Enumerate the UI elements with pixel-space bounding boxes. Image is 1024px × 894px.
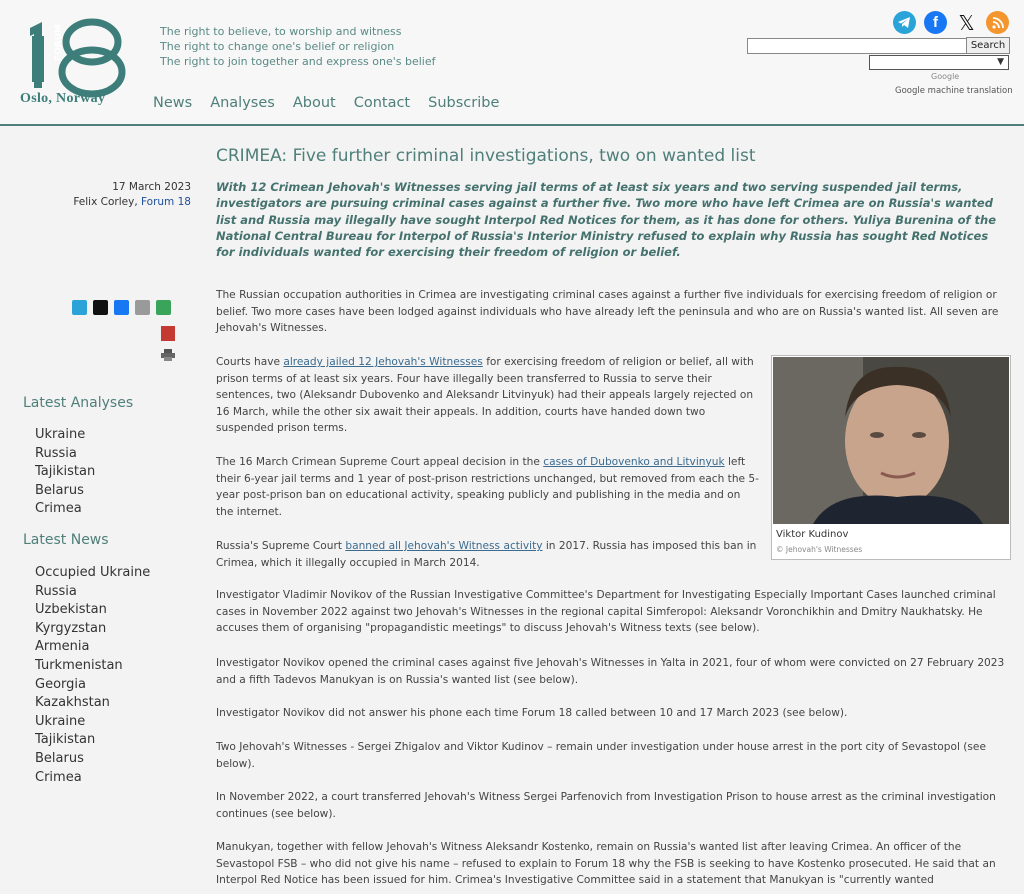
nav-news[interactable]: News xyxy=(153,95,193,111)
sharethis-icon[interactable] xyxy=(156,300,171,315)
article-paragraph xyxy=(216,454,761,520)
social-links xyxy=(893,11,1009,34)
article-paragraph: Investigator Vladimir Novikov of the Russian Investigative Committee's Department for Investigating Especially Important Cases launched criminal cases in November 2022 against two Jehovah's Witnesses in the regional capital Simferopol: Aleksandr Voronchikhin and Dmitry Naukhatsky. He accuses them of organising "propagandistic meetings" to discuss Jehovah's Witness texts (see below). xyxy=(216,589,996,634)
photo-caption: Viktor Kudinov xyxy=(776,529,849,540)
logo-forum-text: FORUM xyxy=(54,24,64,61)
news-item[interactable]: Kyrgyzstan xyxy=(35,620,107,636)
main-nav xyxy=(153,95,517,111)
facebook-icon[interactable]: f xyxy=(924,11,947,34)
article-paragraph: Investigator Novikov opened the criminal cases against five Jehovah's Witnesses in Yalta in 2021, four of whom were convicted on 27 February 2023 and a fifth Tadevos Manukyan is on Russia's wanted list (see below). xyxy=(216,657,1005,686)
article-date: 17 March 2023 xyxy=(112,181,191,193)
analyses-item[interactable]: Tajikistan xyxy=(35,464,96,480)
paragraph-text: in 2017. Russia has imposed this ban in Crimea, which it illegally occupied in March 2014. xyxy=(216,540,757,569)
news-item[interactable]: Kazakhstan xyxy=(35,695,110,711)
article-author xyxy=(73,195,191,210)
slogan-1: The right to believe, to worship and witness xyxy=(160,25,402,38)
latest-news-heading: Latest News xyxy=(23,532,109,548)
news-item[interactable]: Armenia xyxy=(35,639,90,655)
news-item[interactable]: Turkmenistan xyxy=(35,657,123,673)
news-item[interactable]: Crimea xyxy=(35,769,82,785)
jailed-link[interactable]: already jailed 12 Jehovah's Witnesses xyxy=(283,356,483,368)
analyses-item[interactable]: Belarus xyxy=(35,482,84,498)
nav-analyses[interactable]: Analyses xyxy=(210,95,275,111)
article-paragraph: Manukyan, together with fellow Jehovah's Witness Aleksandr Kostenko, remain on Russia's wanted list after leaving Crimea. An officer of the Sevastopol FSB – who did not give his name – refused to explain to Forum 18 why the FSB is seeking to have Kostenko prosecuted. He said that an Interpol Red Notice has been issued for him. Crimea's Investigative Committee said in a statement that Manukyan is "currently wanted xyxy=(216,841,996,886)
x-icon[interactable]: 𝕏 xyxy=(958,10,975,35)
analyses-item[interactable]: Russia xyxy=(35,445,77,461)
photo-figure xyxy=(771,355,1011,560)
logo-city: Oslo, Norway xyxy=(20,91,106,106)
search-button[interactable]: Search xyxy=(966,37,1010,54)
article-paragraph: In November 2022, a court transferred Jehovah's Witness Sergei Parfenovich from Investigation Prison to house arrest as the criminal investigation continues (see below). xyxy=(216,791,996,820)
paragraph-text: for exercising freedom of religion or belief, all with prison terms of at least six years. Four have illegally been transferred to Russia to serve their sentences, two (Aleksandr Dubovenko and Aleksandr Litvinyuk) had their appeals largely rejected on 16 March, while the other six await their appeals. In addition, courts have handed down two suspended prison terms. xyxy=(216,356,754,434)
article-title: CRIMEA: Five further criminal investigations, two on wanted list xyxy=(216,146,756,166)
google-translation-label: Google machine translation xyxy=(895,86,1013,96)
search-input[interactable] xyxy=(747,38,967,54)
article-paragraph: Two Jehovah's Witnesses - Sergei Zhigalov and Viktor Kudinov – remain under investigation under house arrest in the port city of Sevastopol (see below). xyxy=(216,741,986,770)
paragraph-text: Courts have xyxy=(216,356,284,368)
viktor-kudinov-photo xyxy=(773,357,1009,524)
article-paragraph: The Russian occupation authorities in Crimea are investigating criminal cases against a further five individuals for exercising freedom of religion or belief. Two more cases have been lodged against individuals who have already left the peninsula and who are on Russia's wanted list. All seven are Jehovah's Witnesses. xyxy=(216,289,999,334)
forum18-link[interactable]: Forum 18 xyxy=(141,196,191,208)
site-header xyxy=(0,0,1024,126)
rss-icon[interactable] xyxy=(986,11,1009,34)
slogan-2: The right to change one's belief or religion xyxy=(160,40,395,53)
article-summary: With 12 Crimean Jehovah's Witnesses serving jail terms of at least six years and two serving suspended jail terms, investigators are pursuing criminal cases against a further five. Two more who have left Crimea are on Russia's wanted list and Russia may illegally have sought Interpol Red Notices for them, as it has done for others. Yuliya Burenina of the National Central Bureau for Interpol of Russia's Interior Ministry refused to explain why Russia has sought Red Notices for individuals wanted for exercising their freedom of religion or belief. xyxy=(216,180,997,260)
news-item[interactable]: Tajikistan xyxy=(35,732,96,748)
language-select[interactable] xyxy=(869,55,1009,70)
nav-subscribe[interactable]: Subscribe xyxy=(428,95,500,111)
article-paragraph: Investigator Novikov did not answer his phone each time Forum 18 called between 10 and 17 March 2023 (see below). xyxy=(216,707,848,719)
email-share-icon[interactable] xyxy=(135,300,150,315)
paragraph-text: left their 6-year jail terms and 1 year of post-prison restrictions unchanged, but removed from each the 5-year post-prison ban on educational activity, speaking publicly and publishing in the media and on the internet. xyxy=(216,456,759,518)
slogan-3: The right to join together and express one's belief xyxy=(160,55,436,68)
news-item[interactable]: Ukraine xyxy=(35,713,86,729)
telegram-share-icon[interactable] xyxy=(72,300,87,315)
article-meta xyxy=(73,180,191,210)
print-icon[interactable] xyxy=(161,349,175,361)
news-item[interactable]: Belarus xyxy=(35,750,84,766)
article-paragraph xyxy=(216,538,761,571)
news-item[interactable]: Russia xyxy=(35,583,77,599)
telegram-icon[interactable] xyxy=(893,11,916,34)
latest-analyses-heading: Latest Analyses xyxy=(23,395,134,411)
paragraph-text: Russia's Supreme Court xyxy=(216,540,346,552)
analyses-item[interactable]: Ukraine xyxy=(35,427,86,442)
news-item[interactable]: Occupied Ukraine xyxy=(35,565,151,580)
google-label: Google xyxy=(931,72,960,81)
ban-link[interactable]: banned all Jehovah's Witness activity xyxy=(345,540,543,552)
photo-credit: © Jehovah's Witnesses xyxy=(776,545,863,554)
nav-contact[interactable]: Contact xyxy=(353,95,411,111)
nav-about[interactable]: About xyxy=(292,95,336,111)
slogans xyxy=(160,24,436,69)
share-icons xyxy=(72,300,171,315)
news-item[interactable]: Uzbekistan xyxy=(35,602,107,618)
article-paragraph xyxy=(216,354,761,437)
author-name: Felix Corley, xyxy=(73,196,138,208)
facebook-share-icon[interactable] xyxy=(114,300,129,315)
x-share-icon[interactable] xyxy=(93,300,108,315)
latest-news-list xyxy=(35,564,150,787)
chevron-down-icon: ▼ xyxy=(997,57,1004,67)
latest-analyses-list xyxy=(35,426,95,519)
news-item[interactable]: Georgia xyxy=(35,676,86,692)
pdf-icon[interactable] xyxy=(161,326,175,341)
analyses-item[interactable]: Crimea xyxy=(35,501,82,517)
paragraph-text: The 16 March Crimean Supreme Court appeal decision in the xyxy=(216,456,544,468)
cases-link[interactable]: cases of Dubovenko and Litvinyuk xyxy=(543,456,725,468)
